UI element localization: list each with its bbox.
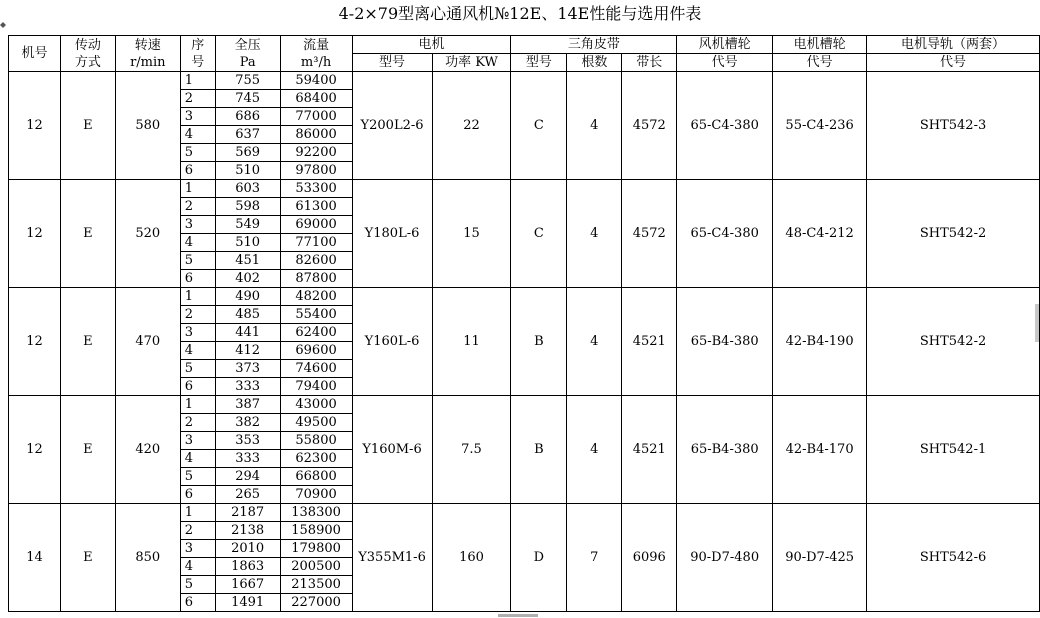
seq-cell[interactable]: 6 — [180, 486, 215, 504]
table-row — [9, 180, 1040, 198]
seq-cell[interactable]: 4 — [180, 234, 215, 252]
table-body — [9, 72, 1040, 612]
motor-type-cell[interactable]: Y160L-6 — [352, 288, 432, 396]
seq-cell[interactable]: 3 — [180, 108, 215, 126]
seq-cell[interactable]: 6 — [180, 162, 215, 180]
motor-type-cell[interactable]: Y160M-6 — [352, 396, 432, 504]
seq-cell[interactable]: 4 — [180, 450, 215, 468]
pressure-cell[interactable]: 353 — [215, 432, 280, 450]
fan-spec-table — [8, 35, 1040, 612]
belt-count-cell[interactable]: 7 — [567, 504, 622, 612]
seq-cell[interactable]: 6 — [180, 270, 215, 288]
header-motor-pulley-code: 代号 — [773, 54, 867, 72]
flow-cell[interactable]: 61300 — [280, 198, 352, 216]
motor-power-cell[interactable]: 7.5 — [432, 396, 511, 504]
pressure-cell[interactable]: 2138 — [215, 522, 280, 540]
fan-pulley-cell[interactable]: 65-B4-380 — [677, 288, 773, 396]
flow-cell[interactable]: 79400 — [280, 378, 352, 396]
header-motor-type: 型号 — [352, 54, 432, 72]
motor-pulley-cell[interactable]: 42-B4-170 — [773, 396, 867, 504]
header-rail: 电机导轨（两套） — [867, 36, 1040, 54]
flow-cell[interactable]: 87800 — [280, 270, 352, 288]
header-speed: 转速 r/min — [115, 36, 180, 72]
seq-cell[interactable]: 3 — [180, 540, 215, 558]
rail-cell[interactable]: SHT542-6 — [867, 504, 1040, 612]
seq-cell[interactable]: 1 — [180, 288, 215, 306]
seq-cell[interactable]: 1 — [180, 396, 215, 414]
motor-type-cell[interactable]: Y180L-6 — [352, 180, 432, 288]
rail-cell[interactable]: SHT542-2 — [867, 288, 1040, 396]
motor-pulley-cell[interactable]: 42-B4-190 — [773, 288, 867, 396]
seq-cell[interactable]: 2 — [180, 90, 215, 108]
flow-cell[interactable]: 55800 — [280, 432, 352, 450]
seq-cell[interactable]: 2 — [180, 522, 215, 540]
pressure-cell[interactable]: 1667 — [215, 576, 280, 594]
belt-type-cell[interactable]: B — [511, 396, 567, 504]
drive-cell[interactable]: E — [60, 504, 115, 612]
rail-cell[interactable]: SHT542-2 — [867, 180, 1040, 288]
belt-length-cell[interactable]: 6096 — [622, 504, 677, 612]
motor-power-cell[interactable]: 15 — [432, 180, 511, 288]
header-motor-power: 功率 KW — [432, 54, 511, 72]
seq-cell[interactable]: 6 — [180, 594, 215, 612]
pressure-cell[interactable]: 485 — [215, 306, 280, 324]
flow-cell[interactable]: 70900 — [280, 486, 352, 504]
pressure-cell[interactable]: 603 — [215, 180, 280, 198]
flow-cell[interactable]: 66800 — [280, 468, 352, 486]
pressure-cell[interactable]: 598 — [215, 198, 280, 216]
seq-cell[interactable]: 3 — [180, 432, 215, 450]
flow-cell[interactable]: 53300 — [280, 180, 352, 198]
seq-cell[interactable]: 3 — [180, 324, 215, 342]
belt-type-cell[interactable]: C — [511, 180, 567, 288]
flow-cell[interactable]: 200500 — [280, 558, 352, 576]
fan-pulley-cell[interactable]: 65-B4-380 — [677, 396, 773, 504]
belt-length-cell[interactable]: 4572 — [622, 72, 677, 180]
table-row — [9, 504, 1040, 522]
seq-cell[interactable]: 2 — [180, 414, 215, 432]
seq-cell[interactable]: 5 — [180, 144, 215, 162]
flow-cell[interactable]: 97800 — [280, 162, 352, 180]
header-belt-count: 根数 — [567, 54, 622, 72]
pressure-cell[interactable]: 637 — [215, 126, 280, 144]
pressure-cell[interactable]: 745 — [215, 90, 280, 108]
pressure-cell[interactable]: 373 — [215, 360, 280, 378]
seq-cell[interactable]: 4 — [180, 126, 215, 144]
model-no-cell[interactable]: 12 — [9, 72, 61, 180]
belt-count-cell[interactable]: 4 — [567, 288, 622, 396]
flow-cell[interactable]: 158900 — [280, 522, 352, 540]
seq-cell[interactable]: 1 — [180, 180, 215, 198]
motor-type-cell[interactable]: Y200L2-6 — [352, 72, 432, 180]
fan-pulley-cell[interactable]: 65-C4-380 — [677, 72, 773, 180]
drive-cell[interactable]: E — [60, 180, 115, 288]
pressure-cell[interactable]: 402 — [215, 270, 280, 288]
table-row — [9, 288, 1040, 306]
pressure-cell[interactable]: 333 — [215, 450, 280, 468]
flow-cell[interactable]: 74600 — [280, 360, 352, 378]
flow-cell[interactable]: 49500 — [280, 414, 352, 432]
belt-count-cell[interactable]: 4 — [567, 180, 622, 288]
flow-cell[interactable]: 55400 — [280, 306, 352, 324]
fan-pulley-cell[interactable]: 90-D7-480 — [677, 504, 773, 612]
header-pressure: 全压 Pa — [215, 36, 280, 72]
fan-pulley-cell[interactable]: 65-C4-380 — [677, 180, 773, 288]
pressure-cell[interactable]: 1491 — [215, 594, 280, 612]
pressure-cell[interactable]: 510 — [215, 162, 280, 180]
pressure-cell[interactable]: 549 — [215, 216, 280, 234]
drive-cell[interactable]: E — [60, 72, 115, 180]
flow-cell[interactable]: 179800 — [280, 540, 352, 558]
flow-cell[interactable]: 59400 — [280, 72, 352, 90]
header-belt-length: 带长 — [622, 54, 677, 72]
pressure-cell[interactable]: 451 — [215, 252, 280, 270]
motor-pulley-cell[interactable]: 55-C4-236 — [773, 72, 867, 180]
belt-count-cell[interactable]: 4 — [567, 72, 622, 180]
pressure-cell[interactable]: 2010 — [215, 540, 280, 558]
pressure-cell[interactable]: 441 — [215, 324, 280, 342]
model-no-cell[interactable]: 12 — [9, 396, 61, 504]
header-belt: 三角皮带 — [511, 36, 677, 54]
flow-cell[interactable]: 62300 — [280, 450, 352, 468]
pressure-cell[interactable]: 569 — [215, 144, 280, 162]
seq-cell[interactable]: 5 — [180, 468, 215, 486]
pressure-cell[interactable]: 510 — [215, 234, 280, 252]
speed-cell[interactable]: 420 — [115, 396, 180, 504]
speed-cell[interactable]: 520 — [115, 180, 180, 288]
table-row — [9, 72, 1040, 90]
header-fan-pulley: 风机槽轮 — [677, 36, 773, 54]
flow-cell[interactable]: 92200 — [280, 144, 352, 162]
belt-length-cell[interactable]: 4572 — [622, 180, 677, 288]
header-fan-pulley-code: 代号 — [677, 54, 773, 72]
pressure-cell[interactable]: 686 — [215, 108, 280, 126]
pressure-cell[interactable]: 265 — [215, 486, 280, 504]
model-no-cell[interactable]: 12 — [9, 180, 61, 288]
flow-cell[interactable]: 82600 — [280, 252, 352, 270]
seq-cell[interactable]: 5 — [180, 576, 215, 594]
seq-cell[interactable]: 1 — [180, 72, 215, 90]
table-title: 4-2×79型离心通风机№12E、14E性能与选用件表 — [338, 4, 702, 23]
flow-cell[interactable]: 86000 — [280, 126, 352, 144]
header-model-no: 机号 — [9, 36, 61, 72]
pressure-cell[interactable]: 333 — [215, 378, 280, 396]
rail-cell[interactable]: SHT542-3 — [867, 72, 1040, 180]
seq-cell[interactable]: 2 — [180, 306, 215, 324]
scroll-handle[interactable] — [1035, 304, 1039, 342]
seq-cell[interactable]: 5 — [180, 360, 215, 378]
motor-power-cell[interactable]: 22 — [432, 72, 511, 180]
seq-cell[interactable]: 1 — [180, 504, 215, 522]
header-motor-pulley: 电机槽轮 — [773, 36, 867, 54]
belt-type-cell[interactable]: B — [511, 288, 567, 396]
pressure-cell[interactable]: 294 — [215, 468, 280, 486]
speed-cell[interactable]: 470 — [115, 288, 180, 396]
table-row — [9, 396, 1040, 414]
header-seq: 序 号 — [180, 36, 215, 72]
flow-cell[interactable]: 62400 — [280, 324, 352, 342]
speed-cell[interactable]: 580 — [115, 72, 180, 180]
motor-type-cell[interactable]: Y355M1-6 — [352, 504, 432, 612]
flow-cell[interactable]: 69600 — [280, 342, 352, 360]
flow-cell[interactable]: 43000 — [280, 396, 352, 414]
motor-power-cell[interactable]: 11 — [432, 288, 511, 396]
belt-length-cell[interactable]: 4521 — [622, 396, 677, 504]
pressure-cell[interactable]: 387 — [215, 396, 280, 414]
header-belt-type: 型号 — [511, 54, 567, 72]
flow-cell[interactable]: 68400 — [280, 90, 352, 108]
motor-pulley-cell[interactable]: 90-D7-425 — [773, 504, 867, 612]
drive-cell[interactable]: E — [60, 396, 115, 504]
rail-cell[interactable]: SHT542-1 — [867, 396, 1040, 504]
seq-cell[interactable]: 2 — [180, 198, 215, 216]
flow-cell[interactable]: 227000 — [280, 594, 352, 612]
model-no-cell[interactable]: 12 — [9, 288, 61, 396]
flow-cell[interactable]: 77100 — [280, 234, 352, 252]
seq-cell[interactable]: 4 — [180, 342, 215, 360]
flow-cell[interactable]: 48200 — [280, 288, 352, 306]
pressure-cell[interactable]: 1863 — [215, 558, 280, 576]
belt-type-cell[interactable]: D — [511, 504, 567, 612]
header-rail-code: 代号 — [867, 54, 1040, 72]
model-no-cell[interactable]: 14 — [9, 504, 61, 612]
flow-cell[interactable]: 138300 — [280, 504, 352, 522]
pressure-cell[interactable]: 490 — [215, 288, 280, 306]
pressure-cell[interactable]: 755 — [215, 72, 280, 90]
flow-cell[interactable]: 69000 — [280, 216, 352, 234]
flow-cell[interactable]: 213500 — [280, 576, 352, 594]
speed-cell[interactable]: 850 — [115, 504, 180, 612]
belt-type-cell[interactable]: C — [511, 72, 567, 180]
pressure-cell[interactable]: 412 — [215, 342, 280, 360]
pressure-cell[interactable]: 2187 — [215, 504, 280, 522]
belt-length-cell[interactable]: 4521 — [622, 288, 677, 396]
header-drive: 传动 方式 — [60, 36, 115, 72]
sheet-tab-indicator[interactable] — [498, 614, 538, 617]
seq-cell[interactable]: 4 — [180, 558, 215, 576]
header-flow: 流量 m³/h — [280, 36, 352, 72]
seq-cell[interactable]: 6 — [180, 378, 215, 396]
header-motor: 电机 — [352, 36, 511, 54]
drive-cell[interactable]: E — [60, 288, 115, 396]
seq-cell[interactable]: 3 — [180, 216, 215, 234]
selection-corner-icon[interactable] — [0, 22, 6, 28]
pressure-cell[interactable]: 382 — [215, 414, 280, 432]
belt-count-cell[interactable]: 4 — [567, 396, 622, 504]
seq-cell[interactable]: 5 — [180, 252, 215, 270]
motor-power-cell[interactable]: 160 — [432, 504, 511, 612]
motor-pulley-cell[interactable]: 48-C4-212 — [773, 180, 867, 288]
flow-cell[interactable]: 77000 — [280, 108, 352, 126]
